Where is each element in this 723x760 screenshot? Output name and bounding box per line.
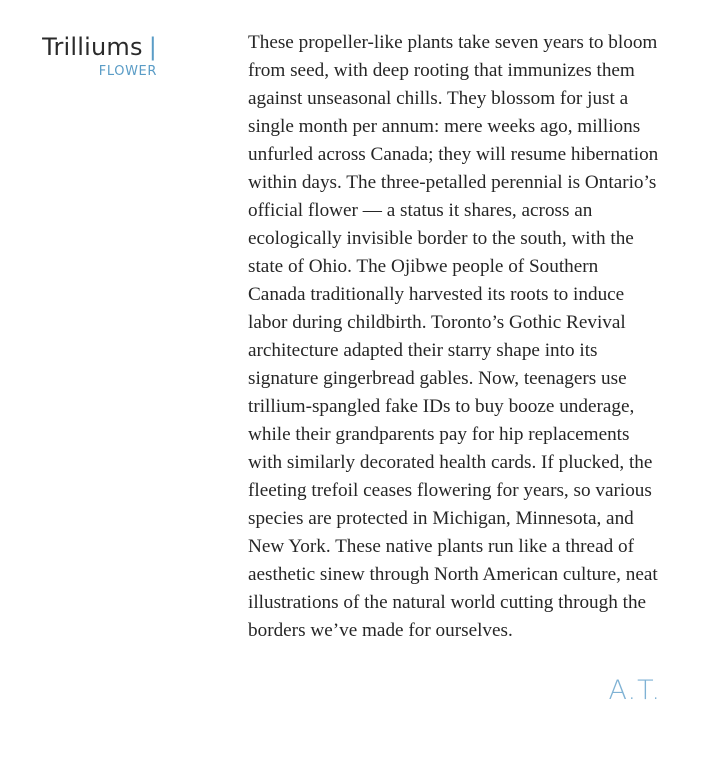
entry-title-text: Trilliums <box>42 33 143 61</box>
entry-header <box>42 30 157 80</box>
author-initials: A.T. <box>608 675 661 706</box>
title-separator: | <box>148 33 157 61</box>
entry-body-text: These propeller-like plants take seven years to bloom from seed, with deep rooting that immunizes them against unseasonal chills. They blossom for just a single month per annum: mere weeks ago, millions unfurled across Canada; they will resume hibernation within days. The three-petalled perennial is Ontario’s official flower — a status it shares, across an ecologically invisible border to the south, with the state of Ohio. The Ojibwe people of Southern Canada traditionally harvested its roots to induce labor during childbirth. Toronto’s Gothic Revival architecture adapted their starry shape into its signature gingerbread gables. Now, teenagers use trillium-spangled fake IDs to buy booze underage, while their grandparents pay for hip replacements with similarly decorated health cards. If plucked, the fleeting trefoil ceases flowering for years, so various species are protected in Michigan, Minnesota, and New York. These native plants run like a thread of aesthetic sinew through North American culture, neat illustrations of the natural world cutting through the borders we’ve made for ourselves. <box>248 32 659 641</box>
entry-category: FLOWER <box>98 64 157 79</box>
entry-title <box>42 30 157 64</box>
